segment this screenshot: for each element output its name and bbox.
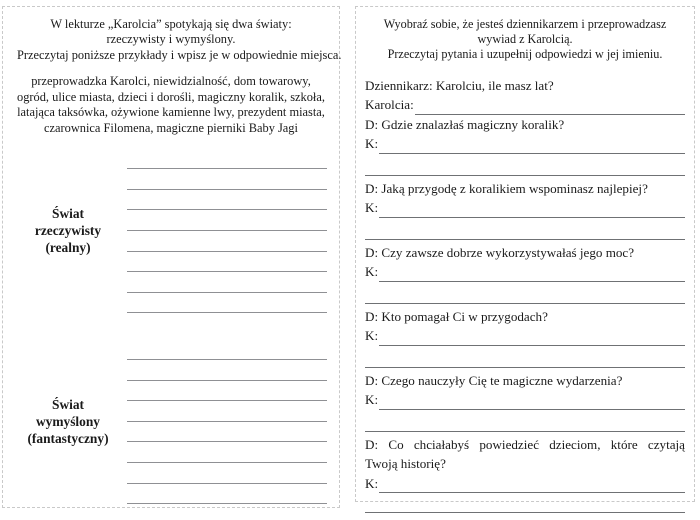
answer-line-continuation[interactable] [365,218,685,240]
writing-line[interactable] [127,252,327,273]
interview-question: D: Czy zawsze dobrze wykorzystywałaś jego moc? [365,244,635,260]
answer-line-continuation[interactable] [365,493,685,513]
instruction-line: Przeczytaj pytania i uzupełnij odpowiedzi w jej imieniu. [387,47,663,62]
qa-block-age [365,76,685,115]
answer-line-continuation[interactable] [365,282,685,304]
writing-line[interactable] [127,231,327,252]
instruction-line: Wyobraź sobie, że jesteś dziennikarzem i przeprowadzasz [383,17,667,31]
instruction-line: rzeczywisty i wymyślony. [106,32,236,47]
writing-lines-real-world[interactable] [127,149,333,314]
qa-block-message-to-children [365,435,685,514]
writing-line[interactable] [127,381,327,402]
writing-line[interactable] [127,401,327,422]
qa-block-what-learned [365,371,685,432]
interview-question: D: Jaką przygodę z koralikiem wspominasz najlepiej? [365,180,648,196]
group-real-world [9,149,333,314]
answer-label: K: [365,200,379,216]
group-label-line: rzeczywisty [34,223,102,239]
interview-question: D: Co chciałabyś powiedzieć dzieciom, które czytają [365,436,685,452]
interview-answer-row[interactable] [365,326,685,346]
group-label-imaginary-world [9,396,127,447]
answer-line-continuation[interactable] [365,410,685,432]
group-label-real-world [9,205,127,256]
writing-line[interactable] [127,442,327,463]
group-label-line: wymyślony [36,414,100,430]
answer-label: K: [365,136,379,152]
left-panel-instructions [9,17,342,63]
writing-line[interactable] [127,422,327,443]
interview-question: D: Gdzie znalazłaś magiczny koralik? [365,116,565,132]
instruction-line: W lekturze „Karolcia” spotykają się dwa światy: [50,17,292,31]
answer-label: Karolcia: [365,97,414,113]
answer-line[interactable] [379,394,685,410]
answer-line[interactable] [379,266,685,282]
qa-block-who-helped [365,307,685,368]
answer-line[interactable] [379,477,685,493]
example-words-line: czarownica Filomena, magiczne pierniki Baby Jagi [44,121,298,135]
example-words-line: przeprowadzka Karolci, niewidzialność, dom towarowy, [31,74,311,89]
interview-question: D: Czego nauczyły Cię te magiczne wydarzenia? [365,372,623,388]
instruction-line: Przeczytaj poniższe przykłady i wpisz je w odpowiednie miejsca. [17,47,342,62]
group-imaginary-world [9,339,333,504]
example-words-line: ogród, ulice miasta, dzieci i dorośli, magiczny koralik, szkoła, [17,89,325,104]
writing-line[interactable] [127,190,327,211]
answer-groups [9,149,333,505]
answer-line-continuation[interactable] [365,346,685,368]
group-label-line: Świat [52,397,84,413]
group-separator [9,313,333,339]
interview-answer-row[interactable] [365,198,685,218]
qa-block-found-bead [365,115,685,176]
interview-answer-row[interactable] [365,474,685,494]
answer-line[interactable] [379,202,685,218]
answer-label: K: [365,475,379,491]
left-panel-two-worlds [2,6,340,508]
interview-question-line2: Twoją historię? [365,456,446,472]
interview-answer-row[interactable] [365,262,685,282]
writing-line[interactable] [127,272,327,293]
interview-answer-row[interactable] [365,95,685,115]
answer-label: K: [365,392,379,408]
writing-line[interactable] [127,149,327,170]
answer-line[interactable] [379,138,685,154]
writing-line[interactable] [127,210,327,231]
group-label-line: Świat [52,206,84,222]
writing-line[interactable] [127,360,327,381]
answer-label: K: [365,328,379,344]
writing-line[interactable] [127,484,327,505]
interview-answer-row[interactable] [365,390,685,410]
writing-line[interactable] [127,463,327,484]
qa-block-best-adventure [365,179,685,240]
writing-line[interactable] [127,169,327,190]
instruction-line: wywiad z Karolcią. [477,32,573,47]
interview-question: Dziennikarz: Karolciu, ile masz lat? [365,77,554,93]
interview-answer-row[interactable] [365,134,685,154]
right-panel-interview [355,6,695,502]
group-label-line: (realny) [45,240,91,256]
answer-line-continuation[interactable] [365,154,685,176]
answer-line[interactable] [415,99,685,115]
answer-line[interactable] [379,330,685,346]
writing-line[interactable] [127,339,327,360]
group-label-line: (fantastyczny) [27,431,109,447]
example-words-list [9,74,333,136]
answer-label: K: [365,264,379,280]
writing-lines-imaginary-world[interactable] [127,339,333,504]
qa-block-used-power-well [365,243,685,304]
interview-question: D: Kto pomagał Ci w przygodach? [365,308,548,324]
writing-line[interactable] [127,293,327,314]
interview-instructions [365,17,685,63]
example-words-line: latająca taksówka, ożywione kamienne lwy, prezydent miasta, [17,105,325,120]
